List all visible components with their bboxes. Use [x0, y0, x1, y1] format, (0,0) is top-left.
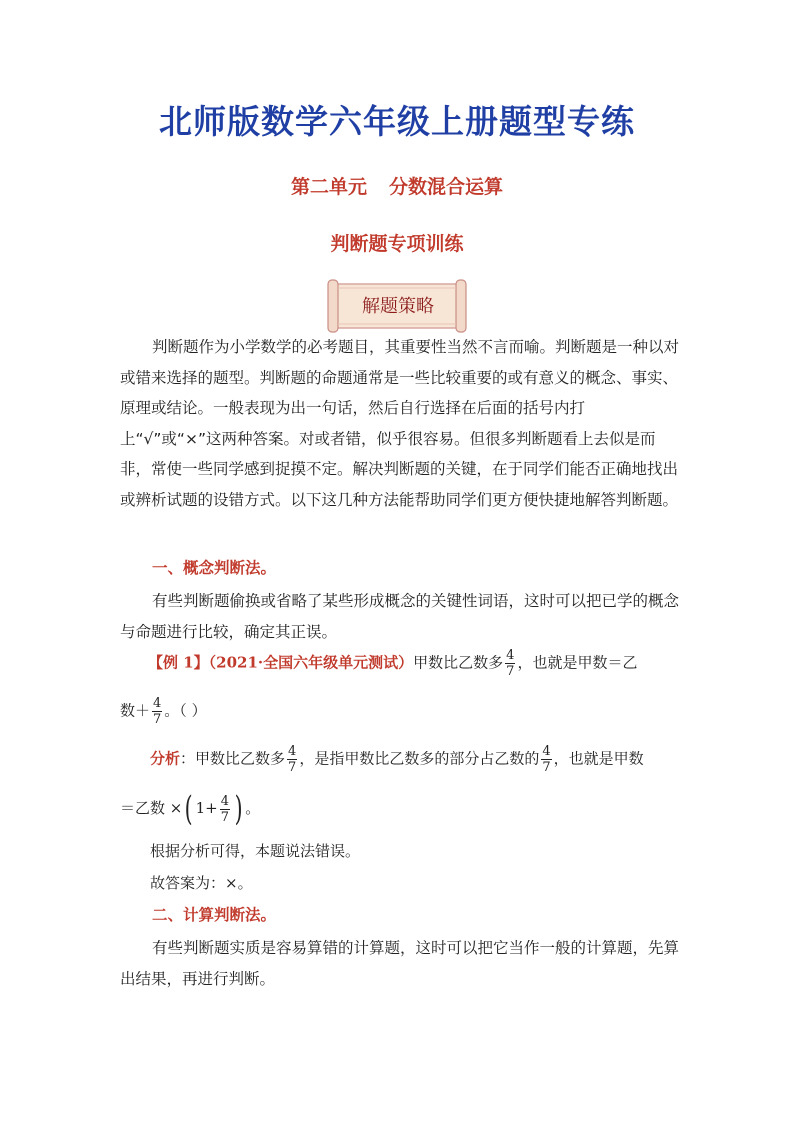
analysis-label: 分析	[150, 749, 181, 768]
fraction: $\frac{4}{7}$	[506, 648, 515, 679]
analysis-text: ：甲数比乙数多	[180, 749, 286, 768]
analysis-text: ，也就是甲数	[553, 749, 644, 768]
analysis-text: 。	[245, 799, 261, 817]
example-text: ，也就是甲数＝乙	[517, 653, 638, 672]
section1-text: 有些判断题偷换或省略了某些形成概念的关键性词语，这时可以把已学的概念与命题进行比较，确定其正误。	[120, 592, 680, 641]
fraction: $\frac{4}{7}$	[288, 744, 297, 775]
section2-heading: 二、计算判断法。	[152, 906, 277, 924]
example-text: 数＋	[120, 701, 151, 720]
analysis-line1	[150, 744, 644, 775]
scroll-banner-label: 解题策略	[362, 296, 434, 317]
fraction: $\frac{4}{7}$	[542, 744, 551, 775]
section1-heading: 一、概念判断法。	[152, 559, 277, 577]
analysis-conclusion: 根据分析可得，本题说法错误。	[150, 842, 361, 860]
example-text: 甲数比乙数多	[413, 653, 504, 672]
left-paren: (	[184, 789, 193, 829]
unit-number: 第二单元	[290, 176, 367, 198]
example-source: （2021·全国六年级单元测试）	[208, 653, 414, 672]
analysis-line2	[120, 789, 261, 829]
fraction: $\frac{4}{7}$	[220, 793, 230, 825]
unit-topic: 分数混合运算	[389, 176, 504, 198]
right-paren: )	[234, 789, 243, 829]
example-tag: 【例 1】	[148, 653, 209, 672]
analysis-text: ＝乙数 ×	[120, 799, 183, 817]
fraction: $\frac{4}{7}$	[153, 696, 162, 727]
document-title: 北师版数学六年级上册题型专练	[159, 102, 635, 141]
example-text: 。（ ）	[164, 701, 207, 720]
intro-paragraph: 判断题作为小学数学的必考题目，其重要性当然不言而喻。判断题是一种以对或错来选择的题型。判断题的命题通常是一些比较重要的或有意义的概念、事实、原理或结论。一般表现为出一句话，然后自行选择在后面的括号内打上“√”或“×”这两种答案。对或者错，似乎很容易。但很多判断题看上去似是而非，常使一些同学感到捉摸不定。解决判断题的关键，在于同学们能否正确地找出或辨析试题的设错方式。以下这几种方法能帮助同学们更方便快捷地解答判断题。	[120, 338, 680, 509]
analysis-text: 1+	[195, 799, 218, 817]
example1-line1	[148, 648, 637, 679]
analysis-answer: 故答案为：×。	[150, 874, 253, 892]
example1-line2	[120, 696, 207, 727]
section2-text: 有些判断题实质是容易算错的计算题，这时可以把它当作一般的计算题，先算出结果，再进行判断。	[120, 939, 680, 988]
section-subtitle: 判断题专项训练	[330, 233, 464, 255]
analysis-text: ，是指甲数比乙数多的部分占乙数的	[299, 749, 540, 768]
unit-title	[0, 172, 794, 199]
